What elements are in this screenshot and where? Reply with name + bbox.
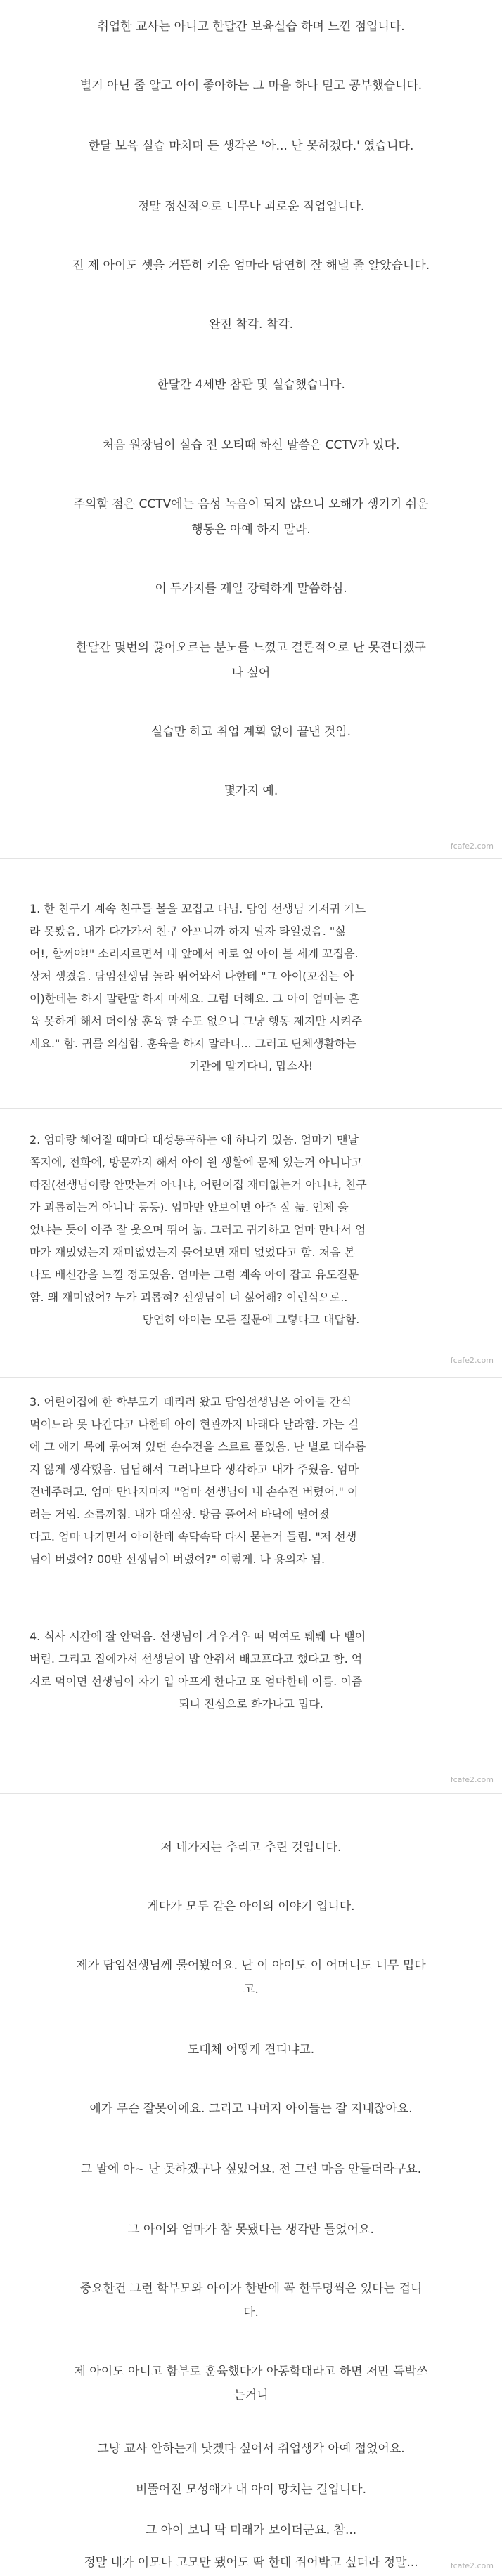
story-3-line: 에 그 애가 목에 묶여져 있던 손수건을 스르르 풀었음. 난 별로 대수롭: [30, 1440, 366, 1453]
story-2-line: 었냐는 듯이 아주 잘 웃으며 뛰어 놂. 그러고 귀가하고 엄마 만나서 엄: [30, 1223, 366, 1236]
story-2-line: 나도 배신감을 느낄 정도였음. 엄마는 그럼 계속 아이 잡고 유도질문: [30, 1268, 359, 1281]
story-1-section: [0, 859, 502, 1108]
watermark: fcafe2.com: [450, 2561, 494, 2570]
intro-line: 처음 원장님이 실습 전 오티때 하신 말씀은 CCTV가 있다.: [102, 438, 400, 452]
story-2-line: 함. 왜 재미없어? 누가 괴롭혀? 선생님이 너 싫어해? 이런식으로..: [30, 1290, 348, 1304]
watermark: fcafe2.com: [450, 1775, 494, 1784]
intro-line: 실습만 하고 취업 계획 없이 끝낸 것임.: [150, 725, 352, 739]
intro-line: 이 두가지를 제일 강력하게 말씀하심.: [155, 582, 347, 596]
story-2-line: 가 괴롭히는거 아니냐 등등). 엄마만 안보이면 아주 잘 놂. 언제 울: [30, 1201, 349, 1214]
story-3-line: 러는 거임. 소름끼침. 내가 대실장. 방금 풀어서 바닥에 떨어졌: [30, 1508, 330, 1521]
outro-line: 게다가 모두 같은 아이의 이야기 입니다.: [147, 1900, 355, 1914]
story-4-line: 지로 먹이면 선생님이 자기 입 아프게 한다고 또 엄마한테 이름. 이즘: [30, 1675, 363, 1688]
intro-line: 정말 정신적으로 너무나 괴로운 직업입니다.: [137, 200, 365, 214]
intro-line: 별거 아닌 줄 알고 아이 좋아하는 그 마음 하나 믿고 공부했습니다.: [79, 79, 423, 93]
story-2-line: 마가 재밌었는지 재미없었는지 물어보면 재미 없었다고 함. 처음 본: [30, 1245, 356, 1259]
story-3-line: 님이 버렸어? 00반 선생님이 버렸어?" 이렇게. 나 용의자 됨.: [30, 1552, 326, 1566]
outro-line: 제 아이도 아니고 함부로 훈육했다가 아동학대라고 하면 저만 독박쓰: [74, 2365, 428, 2379]
story-2-line: 당연히 아이는 모든 질문에 그렇다고 대답함.: [142, 1313, 360, 1326]
intro-line: 한달간 4세반 참관 및 실습했습니다.: [157, 378, 345, 392]
outro-section: [0, 1794, 502, 2576]
story-4-line: 버림. 그리고 집에가서 선생님이 밥 안줘서 배고프다고 했다고 함. 억: [30, 1652, 363, 1666]
intro-section: [0, 0, 502, 858]
outro-line: 도대체 어떻게 견디냐고.: [187, 2043, 315, 2057]
watermark: fcafe2.com: [450, 842, 494, 851]
outro-line: 중요한건 그런 학부모와 아이가 한반에 꼭 한두명씩은 있다는 겁니: [79, 2282, 423, 2296]
outro-line: 정말 내가 이모나 고모만 됐어도 딱 한대 쥐어박고 싶더라 정말...: [84, 2556, 418, 2570]
story-2-line: 따짐(선생님이랑 안맞는거 아니냐, 어린이집 재미없는거 아니냐, 친구: [30, 1178, 367, 1191]
story-1-line: 어!, 할꺼야!" 소리지르면서 내 앞에서 바로 옆 아이 볼 세게 꼬집음.: [30, 947, 359, 960]
intro-line: 행동은 아예 하지 말라.: [191, 523, 311, 537]
outro-line: 다.: [243, 2306, 259, 2320]
story-1-line: 상처 생겼음. 담임선생님 놀라 뛰어와서 나한테 "그 아이(꼬집는 아: [30, 969, 354, 983]
story-1-line: 이)한테는 하지 말란말 하지 마세요. 그럼 더해요. 그 아이 엄마는 훈: [30, 992, 360, 1005]
story-1-line: 라 못봤음, 내가 다가가서 친구 아프니까 하지 말자 타일렀음. "싫: [30, 924, 346, 938]
story-1-line: 기관에 맡기다니, 맙소사!: [188, 1059, 314, 1073]
story-2-section: [0, 1109, 502, 1377]
story-2-line: 쪽지에, 전화에, 방문까지 해서 아이 원 생활에 문제 있는거 아니냐고: [30, 1156, 363, 1169]
watermark: fcafe2.com: [450, 1356, 494, 1365]
intro-line: 한달 보육 실습 마치며 든 생각은 '아... 난 못하겠다.' 였습니다.: [88, 139, 414, 153]
story-3-line: 건네주려고. 엄마 만나자마자 "엄마 선생님이 내 손수건 버렸어." 이: [30, 1485, 359, 1498]
intro-line: 완전 착각. 착각.: [208, 318, 294, 332]
story-2-line: 2. 엄마랑 헤어질 때마다 대성통곡하는 애 하나가 있음. 엄마가 맨날: [30, 1133, 359, 1146]
outro-line: 그냥 교사 안하는게 낫겠다 싶어서 취업생각 아예 접었어요.: [97, 2442, 405, 2456]
intro-line: 전 제 아이도 셋을 거뜬히 키운 엄마라 당연히 잘 해낼 줄 알았습니다.: [72, 259, 430, 273]
outro-line: 그 아이 보니 딱 미래가 보이더군요. 참...: [145, 2523, 357, 2537]
story-4-line: 되니 진심으로 화가나고 밉다.: [179, 1697, 323, 1711]
intro-line: 주의할 점은 CCTV에는 음성 녹음이 되지 않으니 오해가 생기기 쉬운: [73, 497, 429, 511]
intro-line: 취업한 교사는 아니고 한달간 보육실습 하며 느낀 점입니다.: [97, 20, 405, 34]
outro-line: 제가 담임선생님께 물어봤어요. 난 이 아이도 이 어머니도 너무 밉다: [76, 1959, 426, 1973]
outro-line: 고.: [243, 1982, 259, 1996]
outro-line: 그 말에 아~ 난 못하겠구나 싶었어요. 전 그런 마음 안들더라구요.: [80, 2162, 422, 2176]
story-3-line: 3. 어린이집에 한 학부모가 데리러 왔고 담임선생님은 아이들 간식: [30, 1395, 352, 1408]
outro-line: 는거니: [233, 2388, 269, 2402]
outro-line: 저 네가지는 추리고 추린 것입니다.: [160, 1841, 342, 1855]
story-1-line: 1. 한 친구가 계속 친구들 볼을 꼬집고 다님. 담임 선생님 기저귀 가느: [30, 902, 366, 915]
story-3-line: 다고. 엄마 나가면서 아이한테 속닥속닥 다시 묻는거 들림. "저 선생: [30, 1530, 357, 1543]
intro-line: 한달간 몇번의 끓어오르는 분노를 느꼈고 결론적으로 난 못견디겠구: [76, 641, 426, 655]
intro-line: 몇가지 예.: [224, 784, 278, 798]
story-3-line: 지 않게 생각했음. 답답해서 그러나보다 생각하고 내가 주웠음. 엄마: [30, 1463, 359, 1476]
story-3-line: 먹이느라 못 나간다고 나한테 아이 현관까지 바래다 달라함. 가는 길: [30, 1418, 359, 1431]
intro-line: 나 싶어: [231, 666, 271, 680]
outro-line: 그 아이와 엄마가 참 못됐다는 생각만 들었어요.: [128, 2223, 374, 2237]
outro-line: 애가 무슨 잘못이에요. 그리고 나머지 아이들는 잘 지내잖아요.: [89, 2102, 413, 2116]
story-4-section: [0, 1609, 502, 1793]
story-3-section: [0, 1378, 502, 1609]
outro-line: 비뚤어진 모성애가 내 아이 망치는 길입니다.: [135, 2483, 367, 2497]
story-1-line: 세요." 함. 귀를 의심함. 훈육을 하지 말라니... 그러고 단체생활하는: [30, 1037, 356, 1050]
story-4-line: 4. 식사 시간에 잘 안먹음. 선생님이 겨우겨우 떠 먹여도 퉤퉤 다 뱉어: [30, 1630, 366, 1643]
story-1-line: 육 못하게 해서 더이상 훈육 할 수도 없으니 그냥 행동 제지만 시켜주: [30, 1014, 363, 1028]
